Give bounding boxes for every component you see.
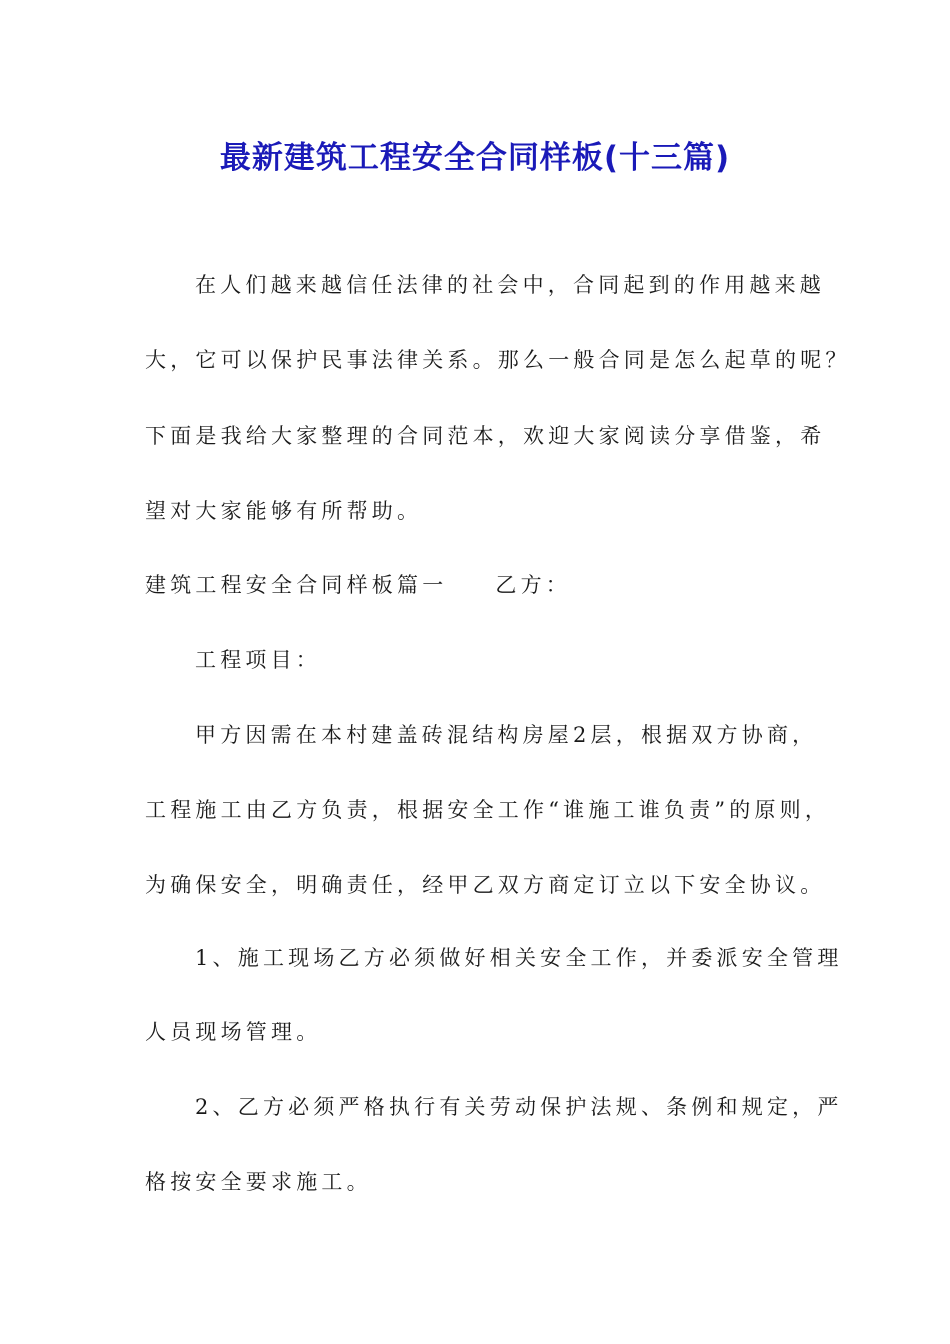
- paragraph-line: 下面是我给大家整理的合同范本，欢迎大家阅读分享借鉴，希: [145, 424, 826, 448]
- paragraph-line: 1、施工现场乙方必须做好相关安全工作，并委派安全管理: [195, 946, 843, 970]
- paragraph-line: 在人们越来越信任法律的社会中，合同起到的作用越来越: [195, 273, 825, 297]
- paragraph-line: 大，它可以保护民事法律关系。那么一般合同是怎么起草的呢？: [145, 348, 851, 372]
- section-heading-line: [145, 570, 571, 600]
- paragraph-line: 人员现场管理。: [145, 1020, 322, 1044]
- paragraph-line: 为确保安全，明确责任，经甲乙双方商定订立以下安全协议。: [145, 873, 826, 897]
- paragraph-line: 格按安全要求施工。: [145, 1170, 372, 1194]
- paragraph-line: 工程施工由乙方负责，根据安全工作“谁施工谁负责”的原则，: [145, 798, 831, 822]
- party-b-label: 乙方：: [495, 573, 572, 597]
- section-heading: 建筑工程安全合同样板篇一: [145, 573, 448, 597]
- paragraph-line: 甲方因需在本村建盖砖混结构房屋2层，根据双方协商，: [195, 723, 818, 747]
- paragraph-line: 2、乙方必须严格执行有关劳动保护法规、条例和规定，严: [195, 1095, 843, 1119]
- document-title: 最新建筑工程安全合同样板(十三篇): [219, 140, 731, 176]
- paragraph-line: 望对大家能够有所帮助。: [145, 499, 423, 523]
- paragraph-line: 工程项目：: [195, 648, 321, 672]
